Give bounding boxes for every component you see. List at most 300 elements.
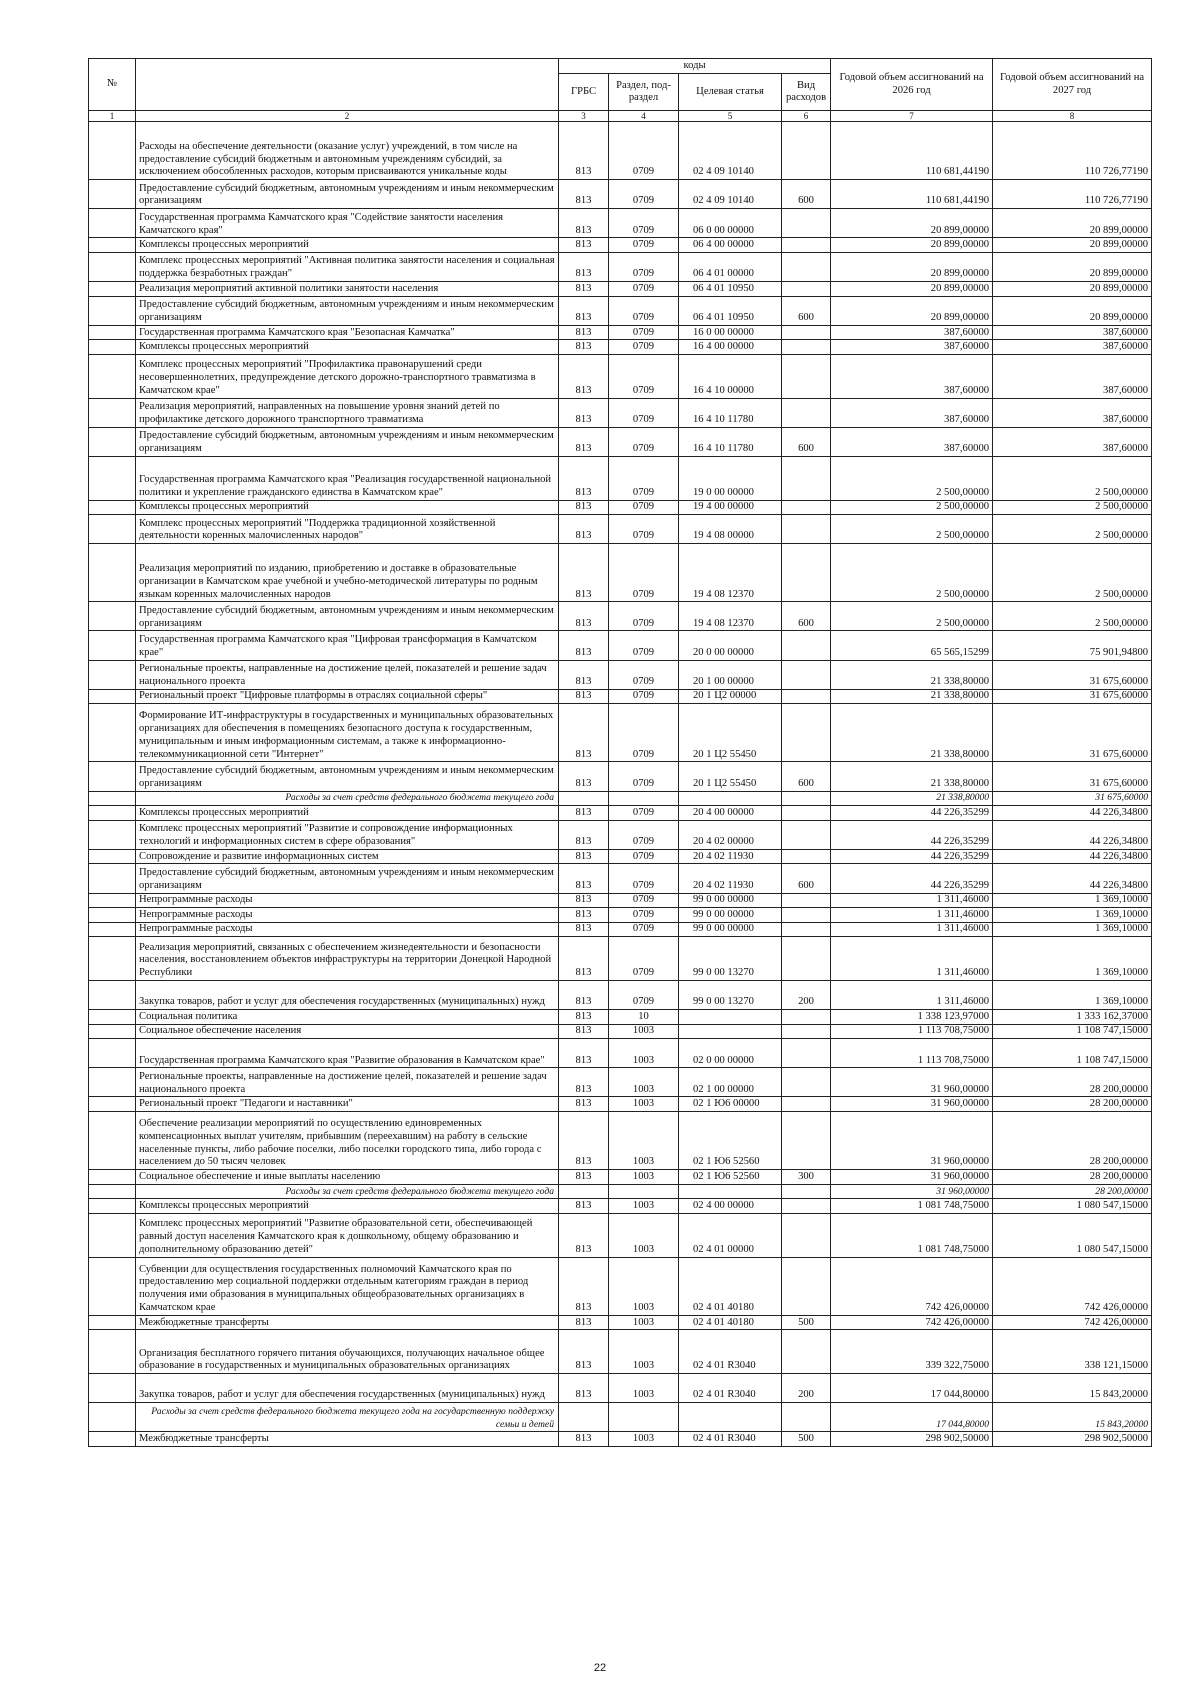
num-cell	[89, 1170, 136, 1185]
row-razdel: 0709	[609, 398, 679, 427]
row-grbs: 813	[559, 398, 609, 427]
row-amount-2026: 110 681,44190	[831, 122, 993, 180]
row-target-item: 02 1 Ю6 00000	[679, 1097, 782, 1112]
table-row	[89, 340, 1152, 355]
col-header-num: №	[89, 59, 136, 111]
row-amount-2026: 21 338,80000	[831, 704, 993, 762]
table-row	[89, 296, 1152, 325]
row-amount-2027: 15 843,20000	[993, 1374, 1152, 1403]
row-expense-type	[782, 1257, 831, 1315]
table-row	[89, 908, 1152, 923]
row-amount-2026: 2 500,00000	[831, 544, 993, 602]
row-name: Предоставление субсидий бюджетным, автономным учреждениям и иным некоммерческим организациям	[136, 864, 559, 893]
num-cell	[89, 209, 136, 238]
row-name: Региональный проект "Цифровые платформы в отраслях социальной сферы"	[136, 689, 559, 704]
table-row	[89, 1010, 1152, 1025]
num-cell	[89, 937, 136, 981]
table-row	[89, 689, 1152, 704]
table-row	[89, 937, 1152, 981]
row-amount-2026: 2 500,00000	[831, 456, 993, 500]
num-cell	[89, 1315, 136, 1330]
table-row	[89, 1315, 1152, 1330]
row-expense-type: 200	[782, 1374, 831, 1403]
row-name: Государственная программа Камчатского края "Содействие занятости населения Камчатского края"	[136, 209, 559, 238]
row-grbs: 813	[559, 340, 609, 355]
row-amount-2026: 1 338 123,97000	[831, 1010, 993, 1025]
num-cell	[89, 820, 136, 849]
row-razdel: 0709	[609, 238, 679, 253]
num-cell	[89, 922, 136, 937]
row-razdel: 0709	[609, 908, 679, 923]
row-grbs: 813	[559, 762, 609, 791]
row-grbs: 813	[559, 282, 609, 297]
row-target-item: 06 0 00 00000	[679, 209, 782, 238]
row-name: Комплексы процессных мероприятий	[136, 238, 559, 253]
row-razdel: 0709	[609, 849, 679, 864]
row-amount-2027: 1 369,10000	[993, 980, 1152, 1009]
row-grbs: 813	[559, 937, 609, 981]
col-header-razdel: Раздел, под-раздел	[609, 74, 679, 111]
budget-table-sheet	[88, 58, 1151, 1447]
table-row	[89, 1184, 1152, 1199]
row-razdel: 0709	[609, 602, 679, 631]
row-razdel	[609, 791, 679, 806]
num-cell	[89, 1010, 136, 1025]
col-header-target-item: Целевая статья	[679, 74, 782, 111]
col-header-2026: Годовой объем ассигнований на 2026 год	[831, 59, 993, 111]
row-target-item: 20 4 02 00000	[679, 820, 782, 849]
row-razdel: 1003	[609, 1330, 679, 1374]
row-expense-type: 600	[782, 602, 831, 631]
row-razdel: 0709	[609, 252, 679, 281]
num-cell	[89, 252, 136, 281]
row-grbs: 813	[559, 238, 609, 253]
row-grbs	[559, 791, 609, 806]
row-target-item: 19 0 00 00000	[679, 456, 782, 500]
row-razdel: 0709	[609, 209, 679, 238]
row-name: Комплексы процессных мероприятий	[136, 1199, 559, 1214]
row-expense-type	[782, 791, 831, 806]
table-row	[89, 1039, 1152, 1068]
row-name: Предоставление субсидий бюджетным, автономным учреждениям и иным некоммерческим организациям	[136, 427, 559, 456]
num-cell	[89, 908, 136, 923]
row-amount-2027: 1 369,10000	[993, 922, 1152, 937]
row-razdel: 0709	[609, 937, 679, 981]
num-cell	[89, 806, 136, 821]
row-amount-2026: 1 081 748,75000	[831, 1214, 993, 1258]
table-row	[89, 1432, 1152, 1447]
table-row	[89, 325, 1152, 340]
row-amount-2027: 75 901,94800	[993, 631, 1152, 660]
row-target-item: 02 4 09 10140	[679, 180, 782, 209]
row-name: Социальная политика	[136, 1010, 559, 1025]
row-target-item: 99 0 00 13270	[679, 980, 782, 1009]
table-row	[89, 252, 1152, 281]
row-amount-2027: 31 675,60000	[993, 704, 1152, 762]
row-grbs	[559, 1403, 609, 1432]
row-target-item: 20 0 00 00000	[679, 631, 782, 660]
row-target-item: 02 0 00 00000	[679, 1039, 782, 1068]
num-cell	[89, 893, 136, 908]
row-amount-2027: 387,60000	[993, 427, 1152, 456]
row-grbs: 813	[559, 456, 609, 500]
row-amount-2027: 20 899,00000	[993, 238, 1152, 253]
row-name: Сопровождение и развитие информационных систем	[136, 849, 559, 864]
row-amount-2027: 1 369,10000	[993, 893, 1152, 908]
row-name: Расходы за счет средств федерального бюджета текущего года	[136, 1184, 559, 1199]
row-razdel: 1003	[609, 1024, 679, 1039]
table-row	[89, 1170, 1152, 1185]
table-row	[89, 1068, 1152, 1097]
row-target-item: 99 0 00 00000	[679, 908, 782, 923]
row-razdel: 1003	[609, 1315, 679, 1330]
num-cell	[89, 544, 136, 602]
table-row	[89, 631, 1152, 660]
row-expense-type	[782, 704, 831, 762]
row-amount-2026: 20 899,00000	[831, 296, 993, 325]
row-grbs: 813	[559, 689, 609, 704]
page-number: 22	[593, 1662, 607, 1674]
row-expense-type	[782, 1097, 831, 1112]
row-amount-2027: 31 675,60000	[993, 791, 1152, 806]
row-amount-2026: 20 899,00000	[831, 252, 993, 281]
row-amount-2027: 28 200,00000	[993, 1170, 1152, 1185]
row-target-item: 99 0 00 13270	[679, 937, 782, 981]
row-grbs: 813	[559, 296, 609, 325]
row-amount-2026: 387,60000	[831, 398, 993, 427]
table-row	[89, 980, 1152, 1009]
num-cell	[89, 864, 136, 893]
table-row	[89, 354, 1152, 398]
row-name: Комплекс процессных мероприятий "Поддержка традиционной хозяйственной деятельности коренных малочисленных народов"	[136, 515, 559, 544]
row-amount-2027: 110 726,77190	[993, 122, 1152, 180]
budget-table	[88, 58, 1152, 1447]
row-amount-2026: 44 226,35299	[831, 864, 993, 893]
row-expense-type	[782, 354, 831, 398]
row-expense-type	[782, 893, 831, 908]
table-row	[89, 704, 1152, 762]
column-number: 7	[831, 111, 993, 122]
row-amount-2026: 1 113 708,75000	[831, 1039, 993, 1068]
row-razdel: 0709	[609, 340, 679, 355]
row-razdel: 0709	[609, 806, 679, 821]
num-cell	[89, 791, 136, 806]
row-amount-2027: 31 675,60000	[993, 762, 1152, 791]
table-row	[89, 180, 1152, 209]
col-header-expense-type: Вид расходов	[782, 74, 831, 111]
table-row	[89, 1330, 1152, 1374]
row-amount-2027: 44 226,34800	[993, 864, 1152, 893]
row-name: Предоставление субсидий бюджетным, автономным учреждениям и иным некоммерческим организациям	[136, 762, 559, 791]
row-target-item: 02 4 01 R3040	[679, 1432, 782, 1447]
row-grbs: 813	[559, 631, 609, 660]
table-row	[89, 820, 1152, 849]
table-row	[89, 1024, 1152, 1039]
num-cell	[89, 122, 136, 180]
row-name: Комплекс процессных мероприятий "Профилактика правонарушений среди несовершеннолетних, предупреждение детского дорожно-транспортного травматизма в Камчатском крае"	[136, 354, 559, 398]
table-row	[89, 922, 1152, 937]
row-amount-2026: 20 899,00000	[831, 282, 993, 297]
row-target-item: 02 4 01 R3040	[679, 1374, 782, 1403]
row-amount-2027: 2 500,00000	[993, 544, 1152, 602]
row-target-item: 02 4 01 40180	[679, 1315, 782, 1330]
row-target-item: 20 4 00 00000	[679, 806, 782, 821]
row-name: Социальное обеспечение и иные выплаты населению	[136, 1170, 559, 1185]
row-amount-2026: 31 960,00000	[831, 1112, 993, 1170]
table-row	[89, 1403, 1152, 1432]
row-amount-2027: 28 200,00000	[993, 1184, 1152, 1199]
num-cell	[89, 689, 136, 704]
row-name: Обеспечение реализации мероприятий по осуществлению единовременных компенсационных выплат учителям, прибывшим (переехавшим) на работу в сельские населенные пункты, либо рабочие поселки, либо поселки городского типа, либо города с населением до 50 тысяч человек	[136, 1112, 559, 1170]
row-amount-2026: 387,60000	[831, 340, 993, 355]
row-amount-2027: 1 108 747,15000	[993, 1024, 1152, 1039]
num-cell	[89, 704, 136, 762]
row-amount-2027: 28 200,00000	[993, 1097, 1152, 1112]
row-target-item: 16 4 10 00000	[679, 354, 782, 398]
row-target-item	[679, 1403, 782, 1432]
num-cell	[89, 325, 136, 340]
row-amount-2027: 110 726,77190	[993, 180, 1152, 209]
table-row	[89, 806, 1152, 821]
row-amount-2026: 21 338,80000	[831, 791, 993, 806]
row-expense-type	[782, 1403, 831, 1432]
row-razdel: 1003	[609, 1170, 679, 1185]
row-grbs: 813	[559, 1330, 609, 1374]
row-target-item	[679, 1184, 782, 1199]
row-grbs: 813	[559, 122, 609, 180]
row-expense-type	[782, 1184, 831, 1199]
row-expense-type	[782, 515, 831, 544]
row-razdel: 0709	[609, 893, 679, 908]
row-expense-type	[782, 849, 831, 864]
row-grbs: 813	[559, 1432, 609, 1447]
row-razdel: 0709	[609, 631, 679, 660]
table-row	[89, 500, 1152, 515]
row-amount-2026: 387,60000	[831, 427, 993, 456]
row-name: Комплекс процессных мероприятий "Развитие образовательной сети, обеспечивающей равный доступ населения Камчатского края к дошкольному, общему образованию и дополнительному образованию детей"	[136, 1214, 559, 1258]
row-amount-2026: 298 902,50000	[831, 1432, 993, 1447]
row-expense-type	[782, 1214, 831, 1258]
row-target-item: 02 1 00 00000	[679, 1068, 782, 1097]
row-razdel: 0709	[609, 354, 679, 398]
row-razdel: 0709	[609, 515, 679, 544]
row-amount-2027: 31 675,60000	[993, 660, 1152, 689]
row-amount-2027: 742 426,00000	[993, 1257, 1152, 1315]
row-amount-2026: 2 500,00000	[831, 602, 993, 631]
row-razdel: 0709	[609, 660, 679, 689]
num-cell	[89, 427, 136, 456]
row-amount-2026: 742 426,00000	[831, 1257, 993, 1315]
row-razdel: 1003	[609, 1374, 679, 1403]
num-cell	[89, 762, 136, 791]
row-name: Закупка товаров, работ и услуг для обеспечения государственных (муниципальных) нужд	[136, 980, 559, 1009]
col-header-grbs: ГРБС	[559, 74, 609, 111]
row-expense-type	[782, 1112, 831, 1170]
num-cell	[89, 980, 136, 1009]
row-target-item: 20 4 02 11930	[679, 864, 782, 893]
row-razdel: 0709	[609, 500, 679, 515]
row-amount-2027: 742 426,00000	[993, 1315, 1152, 1330]
row-target-item: 19 4 08 00000	[679, 515, 782, 544]
row-amount-2027: 1 369,10000	[993, 908, 1152, 923]
table-row	[89, 544, 1152, 602]
row-expense-type	[782, 252, 831, 281]
row-grbs: 813	[559, 515, 609, 544]
row-grbs: 813	[559, 209, 609, 238]
row-expense-type: 500	[782, 1315, 831, 1330]
row-target-item: 06 4 01 10950	[679, 296, 782, 325]
row-expense-type	[782, 689, 831, 704]
row-name: Комплекс процессных мероприятий "Развитие и сопровождение информационных технологий и информационных систем в сфере образования"	[136, 820, 559, 849]
row-name: Межбюджетные трансферты	[136, 1315, 559, 1330]
table-row	[89, 893, 1152, 908]
row-name: Комплексы процессных мероприятий	[136, 340, 559, 355]
row-target-item: 16 4 10 11780	[679, 427, 782, 456]
num-cell	[89, 398, 136, 427]
row-amount-2026: 742 426,00000	[831, 1315, 993, 1330]
column-number: 6	[782, 111, 831, 122]
row-amount-2027: 387,60000	[993, 340, 1152, 355]
row-grbs: 813	[559, 1068, 609, 1097]
row-name: Закупка товаров, работ и услуг для обеспечения государственных (муниципальных) нужд	[136, 1374, 559, 1403]
row-target-item: 02 4 01 40180	[679, 1257, 782, 1315]
row-amount-2026: 21 338,80000	[831, 660, 993, 689]
row-name: Непрограммные расходы	[136, 908, 559, 923]
row-target-item: 16 4 10 11780	[679, 398, 782, 427]
row-grbs: 813	[559, 1199, 609, 1214]
row-expense-type	[782, 1068, 831, 1097]
row-amount-2027: 387,60000	[993, 325, 1152, 340]
row-target-item: 19 4 08 12370	[679, 602, 782, 631]
row-razdel: 0709	[609, 864, 679, 893]
table-row	[89, 660, 1152, 689]
row-target-item: 02 4 00 00000	[679, 1199, 782, 1214]
row-amount-2026: 31 960,00000	[831, 1170, 993, 1185]
row-target-item: 16 4 00 00000	[679, 340, 782, 355]
row-target-item: 19 4 00 00000	[679, 500, 782, 515]
table-row	[89, 762, 1152, 791]
row-name: Предоставление субсидий бюджетным, автономным учреждениям и иным некоммерческим организациям	[136, 296, 559, 325]
num-cell	[89, 1039, 136, 1068]
num-cell	[89, 602, 136, 631]
row-razdel: 0709	[609, 122, 679, 180]
row-target-item: 02 4 09 10140	[679, 122, 782, 180]
table-row	[89, 864, 1152, 893]
row-amount-2027: 387,60000	[993, 354, 1152, 398]
row-amount-2027: 20 899,00000	[993, 282, 1152, 297]
row-expense-type: 600	[782, 762, 831, 791]
row-expense-type	[782, 1024, 831, 1039]
row-amount-2027: 2 500,00000	[993, 456, 1152, 500]
row-amount-2026: 20 899,00000	[831, 209, 993, 238]
table-row	[89, 456, 1152, 500]
row-name: Региональные проекты, направленные на достижение целей, показателей и решение задач национального проекта	[136, 1068, 559, 1097]
table-row	[89, 1257, 1152, 1315]
row-razdel: 0709	[609, 325, 679, 340]
row-expense-type: 600	[782, 180, 831, 209]
row-expense-type	[782, 1010, 831, 1025]
row-name: Предоставление субсидий бюджетным, автономным учреждениям и иным некоммерческим организациям	[136, 180, 559, 209]
row-razdel: 1003	[609, 1214, 679, 1258]
row-razdel: 1003	[609, 1039, 679, 1068]
row-name: Государственная программа Камчатского края "Развитие образования в Камчатском крае"	[136, 1039, 559, 1068]
row-expense-type: 500	[782, 1432, 831, 1447]
row-target-item: 20 1 Ц2 55450	[679, 762, 782, 791]
row-target-item: 20 1 Ц2 55450	[679, 704, 782, 762]
row-target-item	[679, 1024, 782, 1039]
row-expense-type	[782, 631, 831, 660]
row-razdel: 0709	[609, 282, 679, 297]
table-row	[89, 1199, 1152, 1214]
row-amount-2027: 1 333 162,37000	[993, 1010, 1152, 1025]
row-target-item: 02 4 01 00000	[679, 1214, 782, 1258]
num-cell	[89, 354, 136, 398]
table-row	[89, 1097, 1152, 1112]
row-target-item: 02 1 Ю6 52560	[679, 1112, 782, 1170]
row-grbs: 813	[559, 180, 609, 209]
row-name: Социальное обеспечение населения	[136, 1024, 559, 1039]
row-amount-2026: 21 338,80000	[831, 689, 993, 704]
row-amount-2026: 2 500,00000	[831, 500, 993, 515]
row-razdel: 0709	[609, 427, 679, 456]
row-razdel: 1003	[609, 1068, 679, 1097]
row-amount-2026: 1 311,46000	[831, 937, 993, 981]
num-cell	[89, 1330, 136, 1374]
num-cell	[89, 1214, 136, 1258]
row-amount-2026: 31 960,00000	[831, 1184, 993, 1199]
row-name: Межбюджетные трансферты	[136, 1432, 559, 1447]
row-amount-2027: 2 500,00000	[993, 515, 1152, 544]
row-expense-type	[782, 1330, 831, 1374]
row-grbs: 813	[559, 252, 609, 281]
row-amount-2026: 1 311,46000	[831, 893, 993, 908]
row-target-item: 06 4 01 10950	[679, 282, 782, 297]
column-number: 5	[679, 111, 782, 122]
row-expense-type: 200	[782, 980, 831, 1009]
row-razdel: 0709	[609, 544, 679, 602]
row-expense-type: 600	[782, 296, 831, 325]
row-expense-type	[782, 325, 831, 340]
row-amount-2026: 31 960,00000	[831, 1068, 993, 1097]
table-row	[89, 122, 1152, 180]
row-expense-type	[782, 500, 831, 515]
num-cell	[89, 1068, 136, 1097]
row-name: Непрограммные расходы	[136, 922, 559, 937]
row-amount-2027: 1 080 547,15000	[993, 1199, 1152, 1214]
row-amount-2027: 1 080 547,15000	[993, 1214, 1152, 1258]
column-number: 2	[136, 111, 559, 122]
row-amount-2027: 20 899,00000	[993, 296, 1152, 325]
row-grbs: 813	[559, 1039, 609, 1068]
row-target-item: 20 1 00 00000	[679, 660, 782, 689]
row-grbs: 813	[559, 1010, 609, 1025]
row-grbs: 813	[559, 704, 609, 762]
row-amount-2027: 31 675,60000	[993, 689, 1152, 704]
row-amount-2027: 1 108 747,15000	[993, 1039, 1152, 1068]
row-razdel: 1003	[609, 1097, 679, 1112]
row-name: Комплексы процессных мероприятий	[136, 806, 559, 821]
column-number: 8	[993, 111, 1152, 122]
row-name: Организация бесплатного горячего питания обучающихся, получающих начальное общее образование в государственных и муниципальных образовательных организациях	[136, 1330, 559, 1374]
row-grbs: 813	[559, 908, 609, 923]
row-razdel	[609, 1184, 679, 1199]
row-amount-2026: 17 044,80000	[831, 1374, 993, 1403]
row-name: Формирование ИТ-инфраструктуры в государственных и муниципальных образовательных организациях для обеспечения в помещениях безопасного доступа к государственным, муниципальным и иным информационным системам, а также к информационно-телекоммуникационной сети "Интернет"	[136, 704, 559, 762]
row-name: Региональные проекты, направленные на достижение целей, показателей и решение задач национального проекта	[136, 660, 559, 689]
num-cell	[89, 238, 136, 253]
row-name: Реализация мероприятий, связанных с обеспечением жизнедеятельности и безопасности населения, восстановлением объектов инфраструктуры на территории Донецкой Народной Республики	[136, 937, 559, 981]
table-row	[89, 209, 1152, 238]
